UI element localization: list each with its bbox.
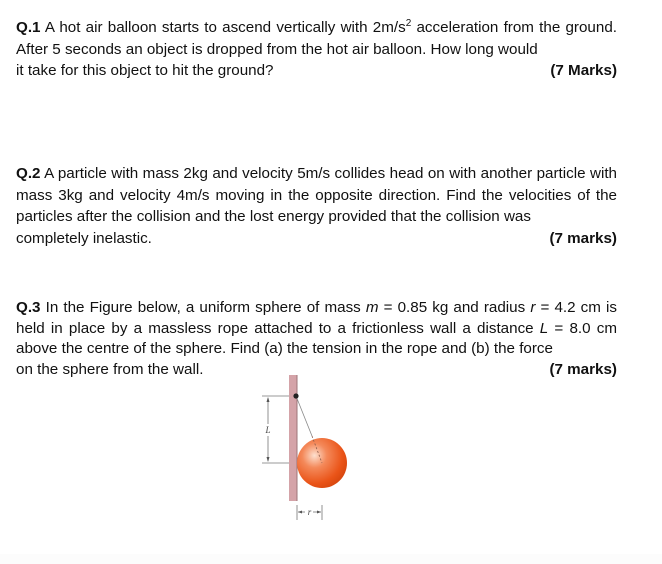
label-L: L [265,425,271,435]
rope-anchor [293,393,298,398]
label-r: r [307,507,312,517]
arrow-down-icon [267,457,270,462]
question-text-end: it take for this object to hit the ground? [16,62,274,79]
question-number: Q.3 [16,299,41,316]
marks-label: (7 marks) [549,229,617,247]
question-text-end: on the sphere from the wall. [16,360,204,378]
question-number: Q.1 [16,19,41,36]
rope [296,396,312,436]
sphere-wall-figure [250,370,370,530]
question-number: Q.2 [16,165,41,182]
arrow-left-icon [298,511,302,514]
question-1: Q.1 A hot air balloon starts to ascend vertically with $2m/s^2$ acceleration from the ground. After 5 seconds an object is dropped from the hot air balloon. How long would it take for this object to hit the ground? (7 Marks) [16,17,617,82]
question-text-end: completely inelastic. [16,229,152,247]
page-bottom [0,554,662,564]
arrow-up-icon [267,397,270,402]
question-3: Q.3 In the Figure below, a uniform sphere of mass m = 0.85 kg and radius r = 4.2 cm is held in place by a massless rope attached to a frictionless wall a distance L = 8.0 cm above the centre of the sphere. Find (a) the tension in the rope and (b) the force on the sphere from the wall. (7 marks) [16,298,617,380]
arrow-right-icon [317,511,321,514]
question-2: Q.2 A particle with mass 2kg and velocity 5m/s collides head on with another particle with mass 3kg and velocity 4m/s moving in the opposite direction. Find the velocities of the particles after the collision and the lost energy provided that the collision was completely inelastic. (7 marks) [16,163,617,249]
marks-label: (7 Marks) [550,62,617,79]
marks-label: (7 marks) [549,360,617,378]
